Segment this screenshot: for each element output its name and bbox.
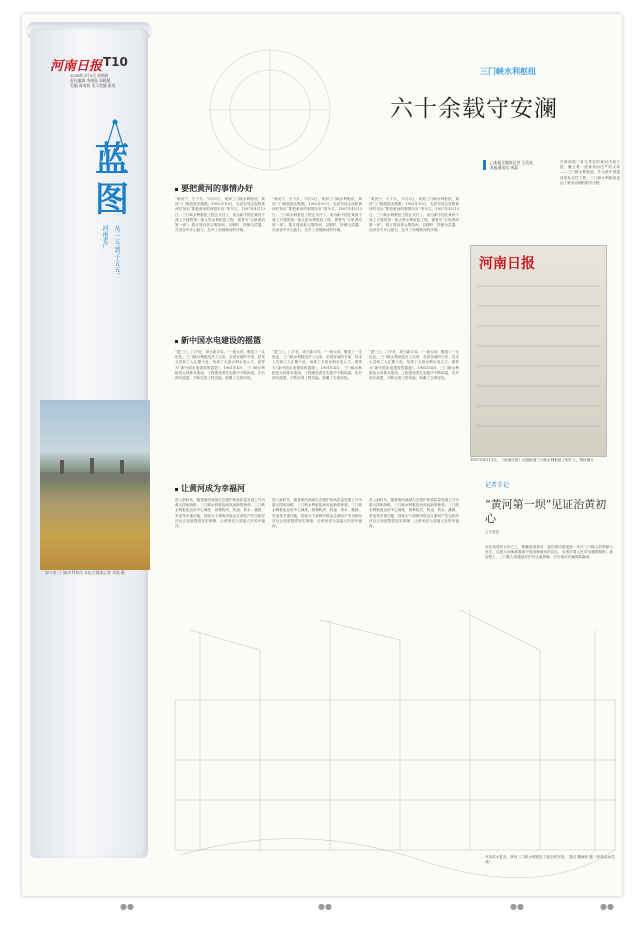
- dam-photo-drawing: [40, 400, 150, 570]
- column-subtitle: 河南老广: [101, 225, 108, 249]
- reporter-note-tag: 记者手记: [485, 482, 510, 489]
- page-indicator-dots[interactable]: ●●: [600, 902, 614, 911]
- section-body: 进入新时代，随着黄河流域生态保护和高质量发展上升为重大国家战略，三门峡水利枢纽肩负起新的使命。三门峡水利枢纽运用中心调度，统筹防洪、防凌、供水、灌溉、发电等多重功能，持续为下游两岸群众生命财产安全和经济社会发展提供坚实保障，让黄河成为造福人民的幸福河。: [369, 498, 459, 529]
- byline: [483, 160, 560, 170]
- section-heading: 要把黄河的事情办好: [175, 183, 253, 194]
- historical-newspaper-image: [470, 245, 607, 457]
- section-body: “建三门，门不在，坝日新月异。”一座大坝，锻造了一支队伍。三门峡水利枢纽开工以来，全国各地的专家、技术人员和工人汇聚于此，培养了大批水利水电人才，被誉为“新中国水电建设的摇篮”。1961年4月，三门峡水利枢纽大坝基本建成。工程建设者在实践中不断探索，先后两次改建，不断完善工程功能，积累了宝贵经验。: [175, 350, 265, 381]
- kicker: 三门峡水利枢纽: [480, 67, 536, 76]
- column-subtitle-era: 从‘一五’到‘十五五’: [113, 225, 120, 275]
- masthead-designers: 美编 周鸿斌 见习美编 张冉: [70, 83, 116, 88]
- section-heading: 让黄河成为幸福河: [175, 483, 245, 494]
- headline: 六十余载守安澜: [390, 96, 558, 122]
- reporter-note-byline: □王昊亮: [485, 530, 500, 534]
- page-indicator-dots[interactable]: ●●: [510, 902, 524, 911]
- newspaper-logo: 河南日报: [50, 59, 103, 74]
- masthead-editors: 责任编辑 李晓嘉 周媛媛: [70, 78, 111, 83]
- historical-newspaper-logo: 河南日报: [479, 256, 535, 272]
- byline-reporter: □本报全媒体记者 王昊亮: [490, 160, 533, 165]
- historical-image-caption: 1957年4月13日，《河南日报》头版报道三门峡水利枢纽工程开工。资料图片: [470, 458, 594, 462]
- column-title: 蓝图: [95, 140, 129, 220]
- section-body: “建三门，门不在，坝日新月异。”一座大坝，锻造了一支队伍。三门峡水利枢纽开工以来，全国各地的专家、技术人员和工人汇聚于此，培养了大批水利水电人才，被誉为“新中国水电建设的摇篮”。1961年4月，三门峡水利枢纽大坝基本建成。工程建设者在实践中不断探索，先后两次改建，不断完善工程功能，积累了宝贵经验。: [272, 350, 362, 381]
- page-indicator-dots[interactable]: ●●: [318, 902, 332, 911]
- lead-paragraph: 在黄河陕三省交界处的黄河中游下段，矗立着一座雄伟而庄严的大坝——三门峡水利枢纽。作为新中国建设的标志性工程，三门峡水利枢纽见证了黄河治理的艰辛历程。: [560, 160, 620, 185]
- reporter-note-body: 站在高耸的大坝之上，俯瞰滚滚黄河，我们深切感受到一代代三门峡人的奉献与坚守。这座大坝承载着新中国治理黄河的初心，也寄托着人民对安澜的期盼。新征程上，三门峡人将继续守护好这道屏障，书写黄河安澜的新篇章。: [485, 545, 613, 560]
- section-heading: 新中国水电建设的摇篮: [175, 335, 261, 346]
- historical-newspaper-drawing: [471, 246, 606, 456]
- section-body: “黄河宁，天下平。”3月2日，来到三门峡水利枢纽，黄河三门峡段波光粼粼。1952年10月，毛泽东同志视察黄河时发出“要把黄河的事情办好”的号召。1957年4月13日，三门峡水利枢纽工程正式开工，成为新中国在黄河干流上兴建的第一座大型水利枢纽工程，被誉为“万里黄河第一坝”。数万建设者云集陕州，以钢钎、铁锤为武器，在河谷中开山凿石，拉开了治理黄河的序幕。: [175, 197, 265, 233]
- photo-caption: 如今的三门峡水利枢纽 本报全媒体记者 邓放 摄: [45, 570, 125, 575]
- footer-note: 丹凤洪水复兆，黄河三门峡水利枢纽工程全面开放。 我们 魏海欣 题（该张由AI生成）: [485, 855, 615, 865]
- masthead-info: [70, 73, 150, 88]
- page-number: T10: [103, 55, 128, 69]
- section-body: 进入新时代，随着黄河流域生态保护和高质量发展上升为重大国家战略，三门峡水利枢纽肩负起新的使命。三门峡水利枢纽运用中心调度，统筹防洪、防凌、供水、灌溉、发电等多重功能，持续为下游两岸群众生命财产安全和经济社会发展提供坚实保障，让黄河成为造福人民的幸福河。: [272, 498, 362, 529]
- section-body: “建三门，门不在，坝日新月异。”一座大坝，锻造了一支队伍。三门峡水利枢纽开工以来，全国各地的专家、技术人员和工人汇聚于此，培养了大批水利水电人才，被誉为“新中国水电建设的摇篮”。1961年4月，三门峡水利枢纽大坝基本建成。工程建设者在实践中不断探索，先后两次改建，不断完善工程功能，积累了宝贵经验。: [369, 350, 459, 381]
- masthead-date: 2026年3月5日 星期四: [70, 73, 109, 78]
- yellow-river-dam-photo: [40, 400, 150, 570]
- section-body: “黄河宁，天下平。”3月2日，来到三门峡水利枢纽，黄河三门峡段波光粼粼。1952年10月，毛泽东同志视察黄河时发出“要把黄河的事情办好”的号召。1957年4月13日，三门峡水利枢纽工程正式开工，成为新中国在黄河干流上兴建的第一座大型水利枢纽工程，被誉为“万里黄河第一坝”。数万建设者云集陕州，以钢钎、铁锤为武器，在河谷中开山凿石，拉开了治理黄河的序幕。: [272, 197, 362, 233]
- reporter-note-headline: “黄河第一坝”见证治黄初心: [485, 498, 607, 525]
- section-body: “黄河宁，天下平。”3月2日，来到三门峡水利枢纽，黄河三门峡段波光粼粼。1952年10月，毛泽东同志视察黄河时发出“要把黄河的事情办好”的号召。1957年4月13日，三门峡水利枢纽工程正式开工，成为新中国在黄河干流上兴建的第一座大型水利枢纽工程，被誉为“万里黄河第一坝”。数万建设者云集陕州，以钢钎、铁锤为武器，在河谷中开山凿石，拉开了治理黄河的序幕。: [369, 197, 459, 233]
- byline-correspondent: 本报通讯员 周蕊: [490, 165, 518, 170]
- section-body: 进入新时代，随着黄河流域生态保护和高质量发展上升为重大国家战略，三门峡水利枢纽肩负起新的使命。三门峡水利枢纽运用中心调度，统筹防洪、防凌、供水、灌溉、发电等多重功能，持续为下游两岸群众生命财产安全和经济社会发展提供坚实保障，让黄河成为造福人民的幸福河。: [175, 498, 265, 529]
- page-indicator-dots[interactable]: ●●: [120, 902, 134, 911]
